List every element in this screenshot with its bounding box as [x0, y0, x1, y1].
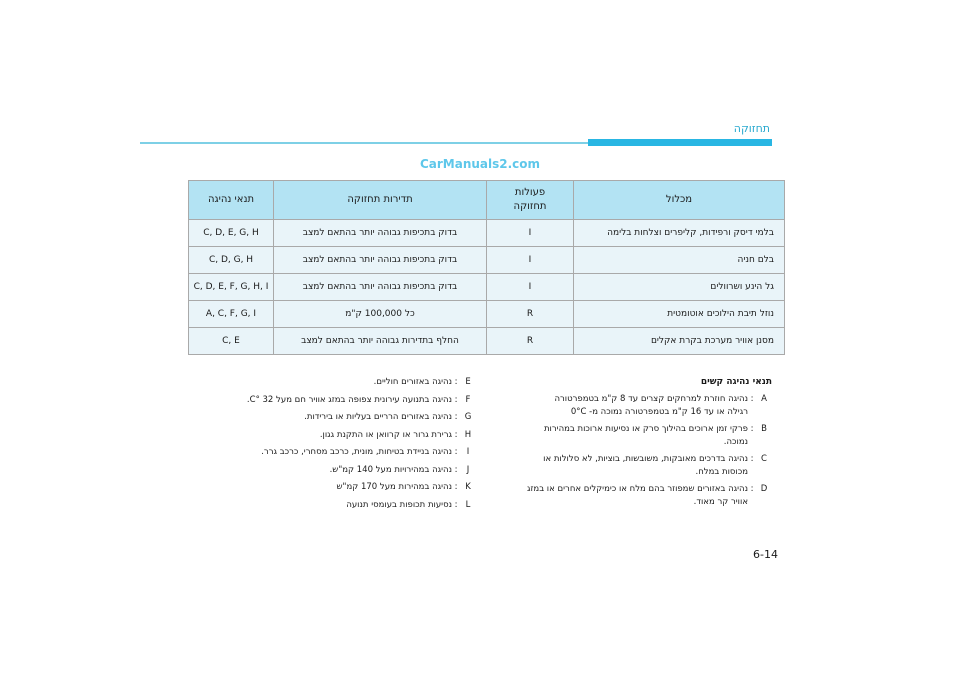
table-row — [189, 328, 785, 355]
legend-separator: : — [750, 424, 754, 434]
cell-condition: כל 100,000 ק"מ — [274, 301, 487, 328]
cell-condition: החלף בתדירות גבוהה יותר בהתאם למצב — [274, 328, 487, 355]
legend-left — [206, 376, 476, 516]
cell-interval: I — [487, 247, 574, 274]
legend-entry — [206, 481, 476, 494]
cell-notes: C, D, E, F, G, H, I — [189, 274, 274, 301]
legend-text-line: נהיגה חוזרת למרחקים קצרים עד 8 ק"מ בטמפרטורה — [554, 394, 748, 404]
legend-entry — [490, 423, 772, 449]
legend-entry — [206, 429, 476, 442]
legend-code: A — [761, 394, 767, 404]
header-accent-bar — [588, 139, 772, 146]
legend-entry — [490, 453, 772, 479]
legend-entry — [490, 483, 772, 509]
legend-code: F — [465, 394, 471, 405]
section-title: תחזוקה — [733, 122, 770, 135]
header-interval: פעולות תחזוקה — [487, 181, 574, 220]
legend-text — [490, 453, 748, 479]
legend-title: תנאי נהיגה קשים — [700, 377, 772, 387]
legend-text-line: אוויר קר מאוד. — [693, 497, 748, 507]
cell-condition: בדוק בתכיפות גבוהה יותר בהתאם למצב — [274, 220, 487, 247]
legend-entry — [490, 393, 772, 419]
legend-separator: : — [454, 464, 458, 475]
legend-text: נהיגה באזורים חוליים. — [373, 377, 452, 387]
cell-item: מסנן אוויר מערכת בקרת אקלים — [574, 328, 785, 355]
legend-right — [490, 376, 772, 513]
table-header-row — [189, 181, 785, 220]
legend-separator: : — [454, 447, 458, 457]
legend-code: G — [464, 412, 472, 422]
legend-entry — [206, 411, 476, 424]
legend-code: D — [760, 484, 768, 494]
legend-text: גרירת גרור או קרוואן או התקנת גגון. — [319, 429, 452, 440]
table-row — [189, 220, 785, 247]
legend-code: C — [761, 454, 767, 464]
cell-interval: I — [487, 220, 574, 247]
cell-condition: בדוק בתכיפות גבוהה יותר בהתאם למצב — [274, 247, 487, 274]
legend-text-line: מכוסות במלח. — [695, 467, 748, 477]
legend-separator: : — [750, 394, 754, 404]
header-condition: תדירות תחזוקה — [274, 181, 487, 220]
cell-interval: R — [487, 301, 574, 328]
legend-separator: : — [454, 499, 458, 510]
legend-text-line: פרקי זמן ארוכים בהילוך סרק או נסיעות ארוכות במהירות — [543, 424, 748, 434]
table-row — [189, 247, 785, 274]
maintenance-table — [188, 180, 785, 355]
legend-entry — [206, 499, 476, 512]
legend-entry — [206, 394, 476, 407]
legend-entry — [206, 376, 476, 389]
cell-notes: C, D, E, G, H — [189, 220, 274, 247]
legend-text: נהיגה באזורים הרריים בעליות או בירידות. — [304, 412, 452, 422]
legend-entry — [206, 446, 476, 459]
cell-notes: C, D, G, H — [189, 247, 274, 274]
legend-separator: : — [750, 484, 754, 494]
legend-code: J — [466, 464, 470, 475]
legend-code: B — [761, 424, 767, 434]
cell-item: בלם חניה — [574, 247, 785, 274]
cell-item: גל הינע ושרוולים — [574, 274, 785, 301]
cell-interval: I — [487, 274, 574, 301]
table-row — [189, 301, 785, 328]
legend-entry — [206, 464, 476, 477]
header-item: מכלול — [574, 181, 785, 220]
legend-text — [490, 483, 748, 509]
legend-text: נהיגה במהירויות מעל 140 קמ"ש. — [329, 464, 452, 475]
legend-text-line: נמוכה. — [723, 437, 748, 447]
legend-text-line: נהיגה באזורים שמפוזר בהם מלח או כימיקלים אחרים או במזג — [526, 484, 748, 494]
legend-separator: : — [454, 412, 458, 422]
legend-separator: : — [454, 394, 458, 405]
legend-text: נהיגה בניידת בטיחות, מונית, כרכב מסחרי, כרכב גרר. — [261, 447, 452, 457]
legend-code: K — [465, 482, 471, 492]
page-number: 6-14 — [753, 548, 778, 561]
legend-text: נסיעות תכופות בעומסי תנועה — [346, 499, 452, 510]
legend-separator: : — [454, 482, 458, 492]
watermark: CarManuals2.com — [419, 157, 541, 171]
legend-text-line: רגילה או עד 16 ק"מ בטמפרטורה נמוכה מ- 0°C — [570, 407, 748, 417]
legend-code: E — [465, 377, 471, 387]
cell-item: בלמי דיסק ורפידות, קליפרים וצלחות בלימה — [574, 220, 785, 247]
legend-separator: : — [750, 454, 754, 464]
legend-text: נהיגה בתנועה עירונית צפופה במזג אוויר חם מעל 32 °C. — [246, 394, 452, 405]
legend-text — [490, 423, 748, 449]
cell-item: נוזל תיבת הילוכים אוטומטית — [574, 301, 785, 328]
legend-code: H — [464, 429, 472, 440]
cell-notes: A, C, F, G, I — [189, 301, 274, 328]
legend-text — [490, 393, 748, 419]
cell-interval: R — [487, 328, 574, 355]
cell-condition: בדוק בתכיפות גבוהה יותר בהתאם למצב — [274, 274, 487, 301]
legend-code: L — [465, 499, 471, 510]
legend-text: נהיגה במהירות מעל 170 קמ"ש — [336, 482, 452, 492]
legend-separator: : — [454, 377, 458, 387]
legend-text-line: נהיגה בדרכים מאובקות, משובשות, בוציות, לא סלולות או — [543, 454, 748, 464]
legend-code: I — [466, 447, 470, 457]
cell-notes: C, E — [189, 328, 274, 355]
header-notes: תנאי נהיגה — [189, 181, 274, 220]
table-row — [189, 274, 785, 301]
legend-separator: : — [454, 429, 458, 440]
